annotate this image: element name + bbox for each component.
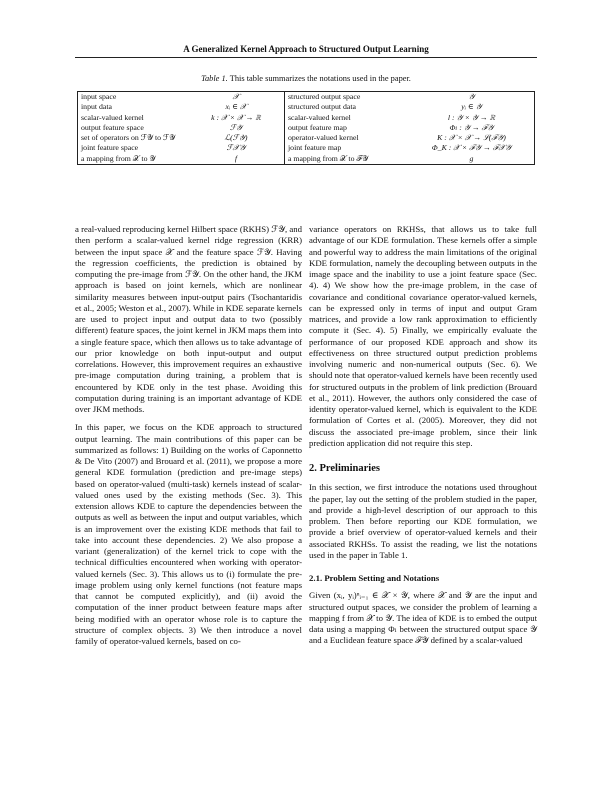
notation-symbol: yᵢ ∈ 𝒴 xyxy=(409,102,535,112)
notation-label: operator-valued kernel xyxy=(285,133,410,143)
table-caption xyxy=(75,74,537,83)
notation-label: joint feature map xyxy=(285,143,410,153)
notation-table xyxy=(77,91,535,165)
notation-label: scalar-valued kernel xyxy=(285,113,410,123)
notation-symbol: 𝒴 xyxy=(409,92,535,103)
notation-label: scalar-valued kernel xyxy=(78,113,189,123)
notation-label: output feature map xyxy=(285,123,410,133)
right-column xyxy=(309,224,537,647)
paragraph: In this paper, we focus on the KDE approach to structured output learning. The main contributions of this paper can be summarized as follows: 1) Building on the works of Caponnetto & De Vito (2007) and Brouard et al. (2011), we propose a more general KDE formulation (prediction and pre-image steps) based on operator-valued (multi-task) kernels instead of scalar-valued ones used by the existing methods (Sec. 3). This extension allows KDE to capture the dependencies between the outputs as well as between the input and output variables, which is an improvement over the existing KDE methods that fail to take into account these dependencies. 2) We also propose a variant (generalization) of the kernel trick to cope with the technical difficulties encountered when working with operator-valued kernels (Sec. 3). This allows us to (i) formulate the pre-image problem using only kernel functions (not feature maps that cannot be computed explicitly), and (ii) avoid the computation of the inner product between feature maps after being modified with an operator whose role is to capture the structure of complex objects. 3) We then introduce a novel family of operator-valued kernels, based on co- xyxy=(75,422,302,646)
running-title: A Generalized Kernel Approach to Structured Output Learning xyxy=(183,44,429,54)
table-row xyxy=(78,92,535,103)
table-row xyxy=(78,154,535,165)
notation-label: input space xyxy=(78,92,189,103)
header-rule xyxy=(75,57,537,58)
table-row xyxy=(78,102,535,112)
paragraph: variance operators on RKHSs, that allows us to take full advantage of our KDE formulation. These kernels offer a simple and powerful way to address the main limitations of the original KDE formulation, namely the decoupling between outputs in the image space and the inability to use a joint feature space (Sec. 4). 4) We show how the pre-image problem, in the case of covariance and conditional covariance operator-valued kernels, can be expressed only in terms of input and output Gram matrices, and provide a low rank approximation to efficiently compute it (Sec. 4). 5) Finally, we empirically evaluate the performance of our proposed KDE approach and show its effectiveness on three structured output prediction problems involving numeric and non-numerical outputs (Sec. 6). We should note that operator-valued kernels have been recently used for structured outputs in the problem of link prediction (Brouard et al., 2011). However, the authors only considered the case of identity operator-valued kernel, which is equivalent to the KDE formulation of Cortes et al. (2005). Moreover, they did not discuss the associated pre-image problem, since their link prediction application did not require this step. xyxy=(309,224,537,448)
notation-symbol: ℱ𝒴 xyxy=(188,123,285,133)
paragraph: In this section, we first introduce the notations used throughout the paper, lay out the setting of the problem studied in the paper, and provide a high-level description of our approach to this problem. Then before reporting our KDE formulation, we provide a brief overview of operator-valued kernels and their associated RKHSs. To assist the reading, we list the notations used in the paper in Table 1. xyxy=(309,482,537,560)
notation-symbol: f xyxy=(188,154,285,165)
table-row xyxy=(78,113,535,123)
table-row xyxy=(78,123,535,133)
table-row xyxy=(78,133,535,143)
notation-label: a mapping from 𝒳 to ℱ𝒴 xyxy=(285,154,410,165)
notation-symbol: g xyxy=(409,154,535,165)
notation-symbol: ℱ𝒳𝒴 xyxy=(188,143,285,153)
notation-label: structured output space xyxy=(285,92,410,103)
section-title: 2. Preliminaries xyxy=(309,463,380,474)
paragraph: Given (xᵢ, yᵢ)ⁿᵢ₌₁ ∈ 𝒳 × 𝒴, where 𝒳 and 𝒴 are the input and structured output spaces, we consider the problem of learning a mapping f from 𝒳 to 𝒴. The idea of KDE is to embed the output data using a mapping Φₗ between the structured output space 𝒴 and a Euclidean feature space ℱ𝒴 defined by a scalar-valued xyxy=(309,590,537,646)
notation-symbol: 𝒳 xyxy=(188,92,285,103)
notation-label: input data xyxy=(78,102,189,112)
caption-text: This table summarizes the notations used in the paper. xyxy=(227,74,411,83)
notation-label: a mapping from 𝒳 to 𝒴 xyxy=(78,154,189,165)
notation-label: joint feature space xyxy=(78,143,189,153)
left-column xyxy=(75,224,302,647)
subsection-title: 2.1. Problem Setting and Notations xyxy=(309,573,440,583)
notation-label: set of operators on ℱ𝒴 to ℱ𝒴 xyxy=(78,133,189,143)
notation-symbol: Φₗ : 𝒴 → ℱ𝒴 xyxy=(409,123,535,133)
notation-symbol: xᵢ ∈ 𝒳 xyxy=(188,102,285,112)
caption-label: Table 1. xyxy=(201,74,228,83)
notation-symbol: K : 𝒳 × 𝒳 → ℒ(ℱ𝒴) xyxy=(409,133,535,143)
paragraph: a real-valued reproducing kernel Hilbert space (RKHS) ℱ𝒴, and then perform a scalar-valued kernel ridge regression (KRR) between the input space 𝒳 and the feature space ℱ𝒴. Having the regression coefficients, the prediction is obtained by computing the pre-image from ℱ𝒴. On the other hand, the JKM approach is based on joint kernels, which are nonlinear similarity measures between input-output pairs (Tsochantaridis et al., 2005; Weston et al., 2007). While in KDE separate kernels are used to project input and output data to two (possibly different) feature spaces, the joint kernel in JKM maps them into a single feature space, which then allows us to take advantage of our prior knowledge on both input-output and output correlations. However, this improvement requires an exhaustive pre-image computation during training, a problem that is encountered by KDE only in the test phase. Avoiding this computation during training is an important advantage of KDE over JKM methods. xyxy=(75,224,302,414)
notation-label: output feature space xyxy=(78,123,189,133)
table-row xyxy=(78,143,535,153)
notation-symbol: k : 𝒳 × 𝒳 → ℝ xyxy=(188,113,285,123)
notation-symbol: l : 𝒴 × 𝒴 → ℝ xyxy=(409,113,535,123)
notation-symbol: ℒ(ℱ𝒴) xyxy=(188,133,285,143)
notation-label: structured output data xyxy=(285,102,410,112)
notation-symbol: Φ_K : 𝒳 × ℱ𝒴 → ℱ𝒳𝒴 xyxy=(409,143,535,153)
